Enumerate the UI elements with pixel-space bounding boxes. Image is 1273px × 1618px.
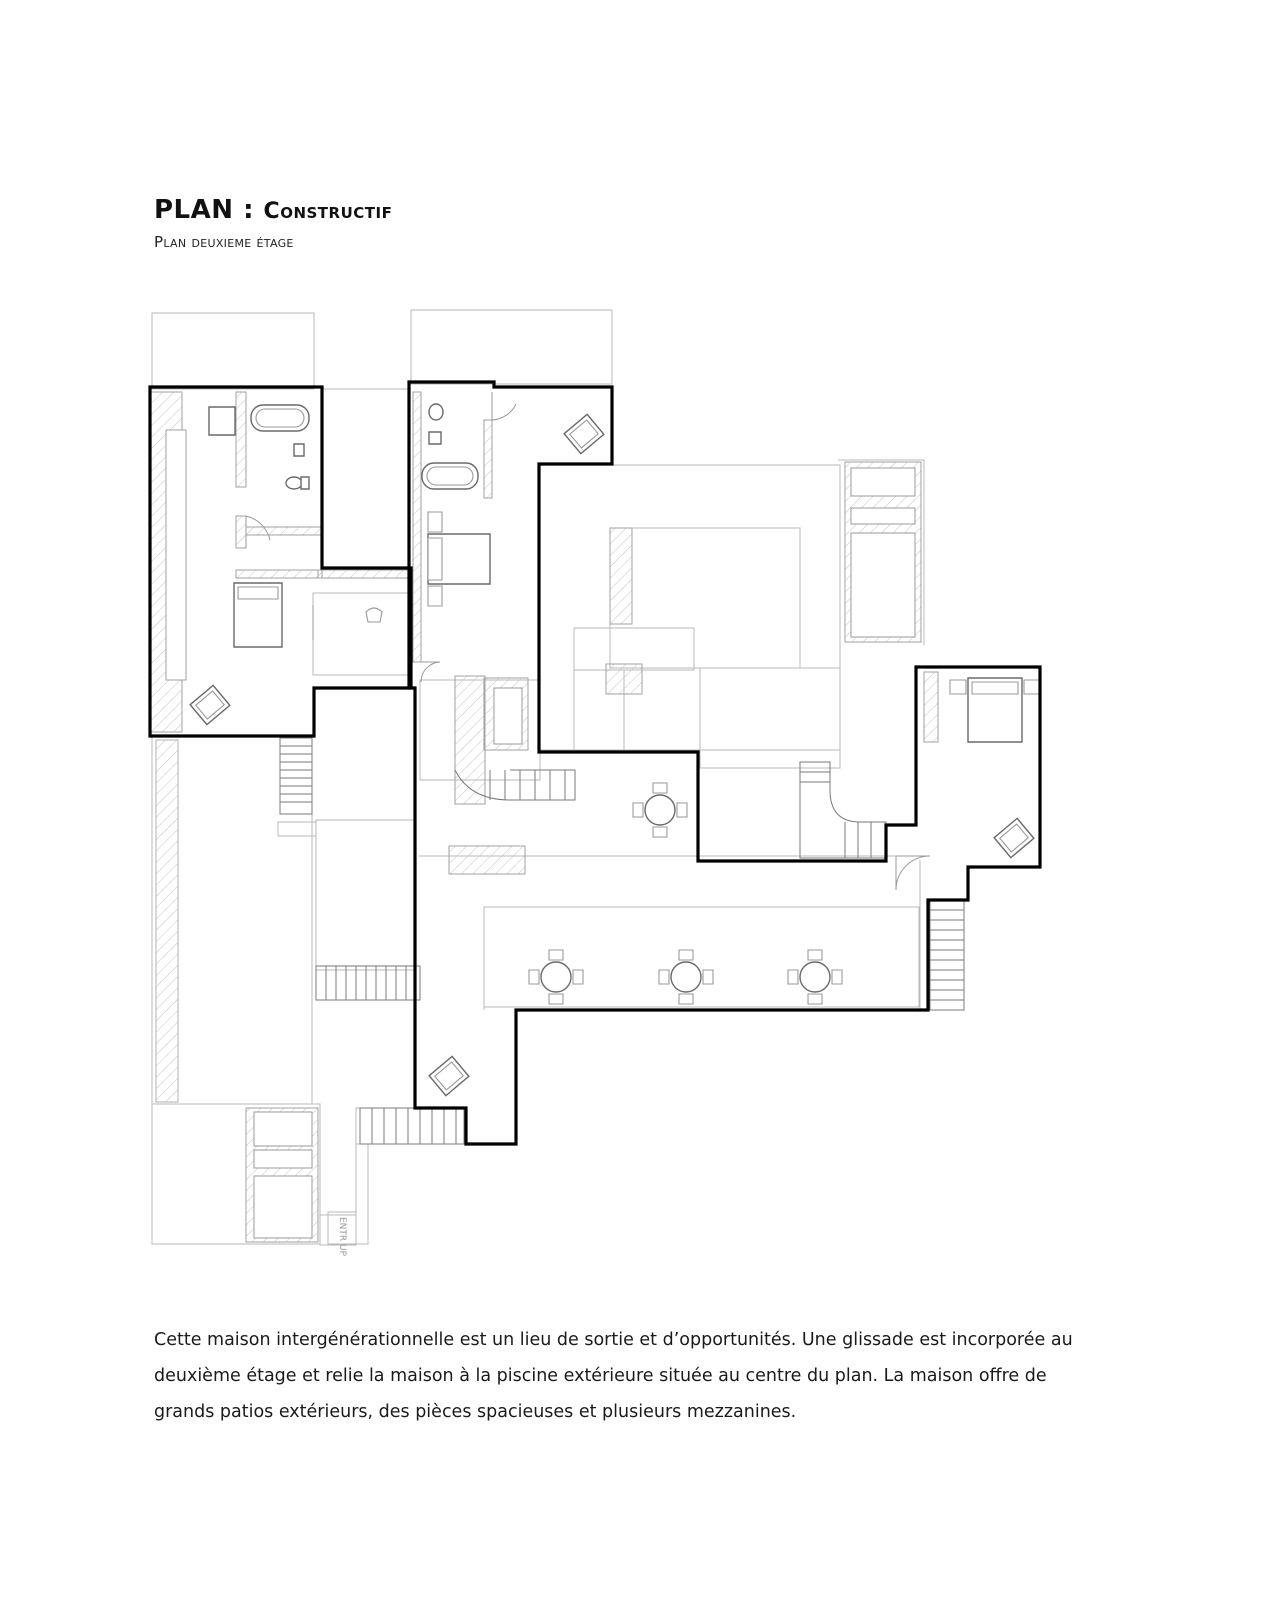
armchair-2 [564,414,604,453]
stair-bottom [360,1108,464,1144]
stair-entry [328,1212,356,1257]
table-2 [529,950,583,1004]
description-text: Cette maison intergénérationnelle est un lieu de sortie et d’opportunités. Une glissade est incorporée au deuxième étage et relie la maison à la piscine extérieure située au centre du plan. La maison offre de grands patios extérieurs, des pièces spacieuses et plusieurs mezzanines. [154,1330,1073,1422]
title-separator: : [243,195,254,225]
title-main: PLAN [154,195,234,225]
title-sub: Constructif [263,199,393,224]
table-3 [659,950,713,1004]
desk-chair [209,407,235,435]
outline-main [409,382,1040,1144]
toilet-right [429,404,443,420]
stair-spiral-right [800,762,886,858]
table-4 [788,950,842,1004]
hatched-walls [150,392,938,1242]
stairs [278,738,964,1257]
bathroom-fixtures [209,404,478,489]
armchair-4 [429,1056,469,1095]
table-1 [633,783,687,837]
dining-tables [529,783,842,1004]
office-chair [366,608,382,622]
outline-left-wing [150,387,411,736]
sink-right [429,432,441,444]
doors [246,392,930,890]
page-subtitle: Plan deuxieme étage [154,233,294,251]
toilet-left [286,477,302,489]
armchair-3 [994,818,1034,857]
terrace-structure [152,310,924,1245]
stair-label: ENTR UP [337,1217,347,1257]
stair-right [930,900,964,1010]
stair-left [278,738,316,836]
stair-middle [316,966,420,1000]
sink-left [294,444,304,456]
armchair-1 [190,685,230,724]
